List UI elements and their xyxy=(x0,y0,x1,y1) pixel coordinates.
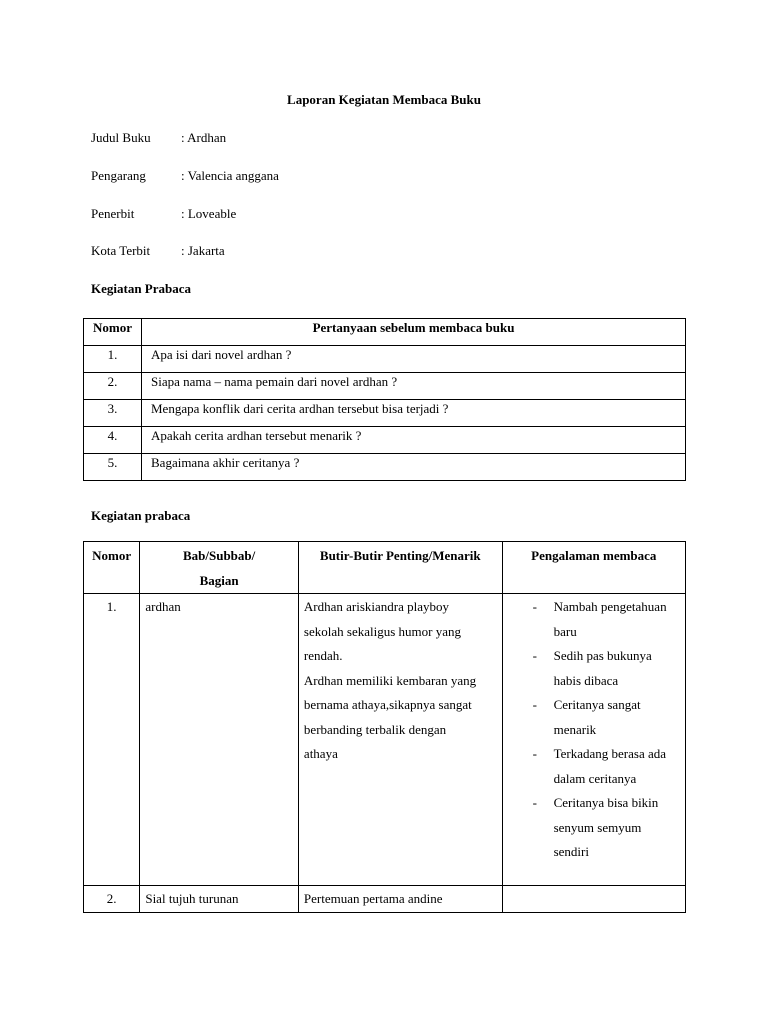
butir-line: sekolah sekaligus humor yang xyxy=(303,623,461,639)
list-item xyxy=(510,693,685,742)
row-bab: Sial tujuh turunan xyxy=(140,886,299,913)
butir-line: rendah. xyxy=(303,648,343,663)
row-number: 4. xyxy=(84,427,142,454)
list-item-line: Nambah pengetahuan xyxy=(553,599,667,614)
butir-line: Ardhan memiliki kembaran yang xyxy=(303,672,477,688)
row-pengalaman xyxy=(502,594,685,886)
row-question: Apa isi dari novel ardhan ? xyxy=(142,346,686,373)
row-question: Apakah cerita ardhan tersebut menarik ? xyxy=(142,427,686,454)
dash-bullet: - xyxy=(532,795,537,810)
list-item-line: baru xyxy=(553,623,577,639)
header-pertanyaan: Pertanyaan sebelum membaca buku xyxy=(142,319,686,346)
butir-line: athaya xyxy=(303,746,338,761)
table-header-row xyxy=(84,542,686,594)
row-number: 1. xyxy=(84,346,142,373)
meta-label: Pengarang xyxy=(91,168,146,183)
list-item xyxy=(510,791,685,865)
header-bab-line: Bab/Subbab/ xyxy=(182,548,256,563)
header-butir: Butir-Butir Penting/Menarik xyxy=(298,542,502,594)
row-butir: Pertemuan pertama andine xyxy=(298,886,502,913)
meta-value: : Loveable xyxy=(181,206,237,221)
row-pengalaman xyxy=(502,886,685,913)
dash-bullet: - xyxy=(532,746,537,761)
meta-label: Judul Buku xyxy=(91,130,151,145)
row-question: Siapa nama – nama pemain dari novel ardhan ? xyxy=(142,373,686,400)
dash-bullet: - xyxy=(532,697,537,712)
dash-bullet: - xyxy=(532,648,537,663)
table-row xyxy=(84,886,686,913)
list-item-line: habis dibaca xyxy=(553,672,619,688)
butir-line: bernama athaya,sikapnya sangat xyxy=(303,697,472,712)
list-item-line: menarik xyxy=(553,721,597,737)
header-nomor: Nomor xyxy=(84,319,142,346)
meta-value: : Jakarta xyxy=(181,243,225,258)
section-heading-prabaca: Kegiatan Prabaca xyxy=(91,281,192,296)
list-item xyxy=(510,742,685,791)
header-nomor: Nomor xyxy=(84,542,140,594)
row-number: 2. xyxy=(84,373,142,400)
table-row xyxy=(84,400,686,427)
meta-label: Penerbit xyxy=(91,206,135,221)
meta-value: : Ardhan xyxy=(181,130,227,145)
table-row xyxy=(84,346,686,373)
row-number: 1. xyxy=(84,594,140,886)
section-heading-prabaca-2: Kegiatan prabaca xyxy=(91,508,191,523)
row-bab: ardhan xyxy=(140,594,299,886)
header-bab-line: Bagian xyxy=(199,573,239,588)
dash-bullet: - xyxy=(532,599,537,614)
questions-table xyxy=(83,318,686,481)
row-number: 3. xyxy=(84,400,142,427)
row-question: Mengapa konflik dari cerita ardhan tersebut bisa terjadi ? xyxy=(142,400,686,427)
list-item xyxy=(510,595,685,644)
list-item-line: sendiri xyxy=(553,844,589,859)
list-item-line: senyum semyum xyxy=(553,819,642,835)
list-item-line: Ceritanya sangat xyxy=(553,697,641,712)
row-question: Bagaimana akhir ceritanya ? xyxy=(142,454,686,481)
meta-label: Kota Terbit xyxy=(91,243,151,258)
row-number: 5. xyxy=(84,454,142,481)
butir-line: berbanding terbalik dengan xyxy=(303,721,447,737)
list-item-line: Terkadang berasa ada xyxy=(553,746,667,761)
experience-list xyxy=(503,595,685,865)
reading-table xyxy=(83,541,686,913)
document-title: Laporan Kegiatan Membaca Buku xyxy=(287,92,481,107)
table-row xyxy=(84,594,686,886)
table-header-row xyxy=(84,319,686,346)
table-row xyxy=(84,373,686,400)
list-item-line: dalam ceritanya xyxy=(553,770,637,786)
table-row xyxy=(84,454,686,481)
header-pengalaman: Pengalaman membaca xyxy=(502,542,685,594)
header-bab xyxy=(140,542,299,594)
butir-line: Ardhan ariskiandra playboy xyxy=(303,599,450,614)
list-item xyxy=(510,644,685,693)
row-number: 2. xyxy=(84,886,140,913)
meta-value: : Valencia anggana xyxy=(181,168,279,183)
row-butir xyxy=(298,594,502,886)
list-item-line: Ceritanya bisa bikin xyxy=(553,795,659,810)
list-item-line: Sedih pas bukunya xyxy=(553,648,652,663)
table-row xyxy=(84,427,686,454)
